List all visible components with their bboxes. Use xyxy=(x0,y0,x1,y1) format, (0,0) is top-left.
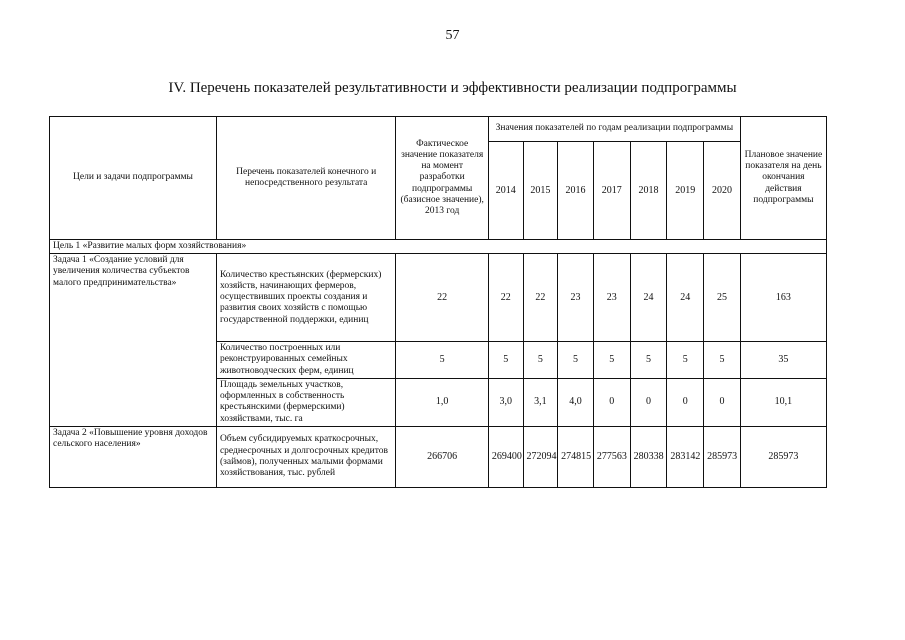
year-value-cell: 22 xyxy=(488,254,523,342)
header-baseline: Фактическое значение показателя на момент разработки подпрограммы (базисное значение), 2013 год xyxy=(396,117,488,240)
year-value-cell: 22 xyxy=(523,254,558,342)
year-value-cell: 5 xyxy=(558,342,594,379)
year-value-cell: 5 xyxy=(630,342,667,379)
table-row xyxy=(50,254,827,342)
goal-row xyxy=(50,240,827,254)
year-value-cell: 5 xyxy=(523,342,558,379)
year-value-cell: 25 xyxy=(704,254,741,342)
year-value-cell: 277563 xyxy=(593,426,630,487)
year-value-cell: 3,0 xyxy=(488,378,523,426)
year-value-cell: 24 xyxy=(630,254,667,342)
year-value-cell: 0 xyxy=(630,378,667,426)
header-year: 2018 xyxy=(630,142,667,240)
planned-cell: 10,1 xyxy=(740,378,826,426)
baseline-cell: 266706 xyxy=(396,426,488,487)
year-value-cell: 23 xyxy=(558,254,594,342)
task-1-label: Задача 1 «Создание условий для увеличения количества субъектов малого предпринимательства» xyxy=(50,254,217,427)
header-year: 2017 xyxy=(593,142,630,240)
year-value-cell: 4,0 xyxy=(558,378,594,426)
planned-cell: 35 xyxy=(740,342,826,379)
baseline-cell: 22 xyxy=(396,254,488,342)
table-row xyxy=(50,426,827,487)
year-value-cell: 24 xyxy=(667,254,704,342)
header-years-group: Значения показателей по годам реализации подпрограммы xyxy=(488,117,740,142)
header-goals: Цели и задачи подпрограммы xyxy=(50,117,217,240)
goal-1-label: Цель 1 «Развитие малых форм хозяйствования» xyxy=(50,240,827,254)
indicator-cell: Количество крестьянских (фермерских) хозяйств, начинающих фермеров, осуществивших проекты создания и развития своих хозяйств с помощью государственной поддержки, единиц xyxy=(216,254,396,342)
year-value-cell: 5 xyxy=(704,342,741,379)
baseline-cell: 5 xyxy=(396,342,488,379)
header-indicators: Перечень показателей конечного и непосредственного результата xyxy=(216,117,396,240)
planned-cell: 163 xyxy=(740,254,826,342)
year-value-cell: 269400 xyxy=(488,426,523,487)
task-2-label: Задача 2 «Повышение уровня доходов сельского населения» xyxy=(50,426,217,487)
indicators-table xyxy=(49,116,827,488)
year-value-cell: 274815 xyxy=(558,426,594,487)
indicator-cell: Площадь земельных участков, оформленных в собственность крестьянскими (фермерскими) хозяйствами, тыс. га xyxy=(216,378,396,426)
year-value-cell: 285973 xyxy=(704,426,741,487)
document-title: IV. Перечень показателей результативности и эффективности реализации подпрограммы xyxy=(168,80,737,96)
header-planned: Плановое значение показателя на день окончания действия подпрограммы xyxy=(740,117,826,240)
header-year: 2015 xyxy=(523,142,558,240)
planned-cell: 285973 xyxy=(740,426,826,487)
year-value-cell: 23 xyxy=(593,254,630,342)
year-value-cell: 272094 xyxy=(523,426,558,487)
year-value-cell: 5 xyxy=(593,342,630,379)
year-value-cell: 0 xyxy=(667,378,704,426)
baseline-cell: 1,0 xyxy=(396,378,488,426)
year-value-cell: 0 xyxy=(593,378,630,426)
header-year: 2019 xyxy=(667,142,704,240)
header-year: 2016 xyxy=(558,142,594,240)
year-value-cell: 5 xyxy=(667,342,704,379)
header-row xyxy=(50,117,827,142)
year-value-cell: 3,1 xyxy=(523,378,558,426)
year-value-cell: 0 xyxy=(704,378,741,426)
indicator-cell: Объем субсидируемых краткосрочных, среднесрочных и долгосрочных кредитов (займов), полученных малыми формами хозяйствования, тыс. рублей xyxy=(216,426,396,487)
page-number: 57 xyxy=(445,28,460,43)
year-value-cell: 5 xyxy=(488,342,523,379)
indicator-cell: Количество построенных или реконструированных семейных животноводческих ферм, единиц xyxy=(216,342,396,379)
header-year: 2020 xyxy=(704,142,741,240)
year-value-cell: 280338 xyxy=(630,426,667,487)
year-value-cell: 283142 xyxy=(667,426,704,487)
header-year: 2014 xyxy=(488,142,523,240)
